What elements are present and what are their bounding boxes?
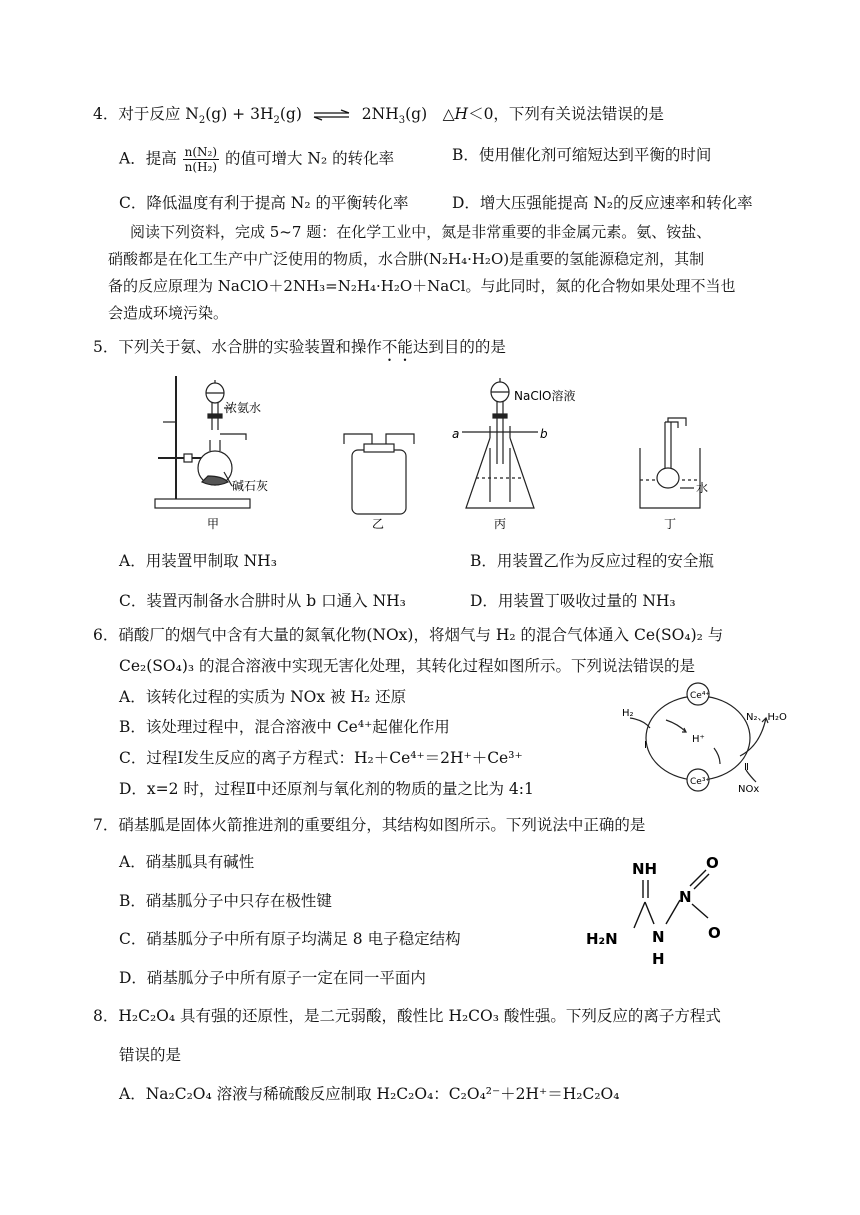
q5-stem xyxy=(93,337,506,365)
apparatus-figure xyxy=(150,368,750,538)
q5-option-b: B．用装置乙作为反应过程的安全瓶 xyxy=(470,552,714,570)
q7-stem: 7．硝基胍是固体火箭推进剂的重要组分，其结构如图所示。下列说法中正确的是 xyxy=(93,816,646,834)
apparatus-ding xyxy=(640,418,700,508)
q4-stem-part: (g) + 3H xyxy=(205,105,274,123)
caption-yi: 乙 xyxy=(372,517,385,531)
q5-option-d: D．用装置丁吸收过量的 NH₃ xyxy=(470,592,676,610)
atom-n-imino: N xyxy=(652,928,665,946)
q8-option-a: A．Na₂C₂O₄ 溶液与稀硫酸反应制取 H₂C₂O₄：C₂O₄²⁻＋2H⁺＝H₂C₂O₄ xyxy=(119,1085,620,1103)
fig-ce4: Ce⁴⁺ xyxy=(690,691,711,701)
fig-n2-h2o: N₂、H₂O xyxy=(746,712,787,723)
q4-stem-part: (g) △ xyxy=(405,105,455,123)
q7-option-d: D．硝基胍分子中所有原子一定在同一平面内 xyxy=(119,969,426,987)
atom-o1: O xyxy=(706,854,719,872)
atom-n-nitro: N xyxy=(679,888,692,906)
q4-stem-part: ＜0，下列有关说法错误的是 xyxy=(468,105,664,123)
nitroguanidine-structure xyxy=(582,852,742,972)
atom-h: H xyxy=(652,950,665,968)
q6-option-d: D．x=2 时，过程Ⅱ中还原剂与氧化剂的物质的量之比为 4:1 xyxy=(119,780,534,798)
q6-option-a: A．该转化过程的实质为 NOx 被 H₂ 还原 xyxy=(119,688,407,706)
equilibrium-arrow-icon xyxy=(311,109,353,121)
q8-stem-line-1: 8．H₂C₂O₄ 具有强的还原性，是二元弱酸，酸性比 H₂CO₃ 酸性强。下列反应的离子方程式 xyxy=(93,1007,721,1025)
q4-stem-part: 4．对于反应 N xyxy=(93,105,199,123)
q4-option-b: B．使用催化剂可缩短达到平衡的时间 xyxy=(452,146,712,164)
q4-stem-part: H xyxy=(454,105,469,123)
fraction-numerator: n(N₂) xyxy=(184,145,218,159)
label-soda-lime: 碱石灰 xyxy=(232,479,269,493)
label-port-b: b xyxy=(540,427,548,441)
q8-stem-line-2: 错误的是 xyxy=(119,1046,182,1064)
q7-option-c: C．硝基胍分子中所有原子均满足 8 电子稳定结构 xyxy=(119,930,461,948)
apparatus-yi xyxy=(344,434,414,514)
q5-stem-post: 达到目的的是 xyxy=(412,338,506,356)
q7-option-a: A．硝基胍具有碱性 xyxy=(119,853,255,871)
q6-option-c: C．过程Ⅰ发生反应的离子方程式：H₂＋Ce⁴⁺＝2H⁺＋Ce³⁺ xyxy=(119,749,523,767)
atom-nh: NH xyxy=(632,860,658,878)
fig-nox: NOx xyxy=(738,784,760,795)
fig-process-i: Ⅰ xyxy=(644,740,647,751)
label-ammonia: 浓氨水 xyxy=(225,401,262,415)
caption-bing: 丙 xyxy=(494,517,507,531)
q7-option-b: B．硝基胍分子中只存在极性键 xyxy=(119,892,332,910)
q5-option-c: C．装置丙制备水合肼时从 b 口通入 NH₃ xyxy=(119,592,406,610)
q4-option-d: D．增大压强能提高 N₂的反应速率和转化率 xyxy=(452,194,753,212)
q5-option-a: A．用装置甲制取 NH₃ xyxy=(119,552,277,570)
ce-cycle-figure xyxy=(620,680,820,800)
fig-h2: H₂ xyxy=(622,708,634,719)
atom-h2n: H₂N xyxy=(586,930,618,948)
passage-line-1: 阅读下列资料，完成 5~7 题：在化学工业中，氮是非常重要的非金属元素。氨、铵盐、 xyxy=(130,223,712,241)
q5-stem-pre: 5．下列关于氨、水合肼的实验装置和操作 xyxy=(93,338,382,356)
passage-line-2: 硝酸都是在化工生产中广泛使用的物质，水合肼(N₂H₄·H₂O)是重要的氢能源稳定剂，其制 xyxy=(108,250,705,268)
fig-hplus: H⁺ xyxy=(692,734,705,745)
q4-stem: 4．对于反应 $N_2(g) + 3H_2(g)$ $2NH_3(g)$ △H＜0，下列有关说法错误的是 xyxy=(93,105,664,127)
q4-option-c: C．降低温度有利于提高 N₂ 的平衡转化率 xyxy=(119,194,409,212)
q6-stem-line-2: Ce₂(SO₄)₃ 的混合溶液中实现无害化处理，其转化过程如图所示。下列说法错误的是 xyxy=(119,657,696,675)
q5-stem-emphasis: 不能 xyxy=(381,338,413,356)
passage-line-4: 会造成环境污染。 xyxy=(108,304,229,322)
q4-option-a-pre: A．提高 xyxy=(119,149,177,168)
fig-process-ii: Ⅱ xyxy=(744,762,749,773)
label-port-a: a xyxy=(452,427,460,441)
q4-stem-part: (g) xyxy=(279,105,302,123)
fraction-denominator: n(H₂) xyxy=(184,160,218,174)
fig-ce3: Ce³⁺ xyxy=(690,777,711,787)
passage-line-3: 备的反应原理为 NaClO＋2NH₃=N₂H₄·H₂O＋NaCl。与此同时，氮的化合物如果处理不当也 xyxy=(108,277,736,295)
q6-option-b: B．该处理过程中，混合溶液中 Ce⁴⁺起催化作用 xyxy=(119,718,450,736)
q6-stem-line-1: 6．硝酸厂的烟气中含有大量的氮氧化物(NOx)，将烟气与 H₂ 的混合气体通入 Ce(SO₄)₂ 与 xyxy=(93,626,724,644)
caption-jia: 甲 xyxy=(207,517,220,531)
fraction xyxy=(183,145,219,174)
caption-ding: 丁 xyxy=(664,517,677,531)
q4-option-a xyxy=(119,145,394,174)
q4-option-a-post: 的值可增大 N₂ 的转化率 xyxy=(224,149,395,168)
atom-o2: O xyxy=(708,924,721,942)
label-naclo: NaClO溶液 xyxy=(514,389,576,403)
q4-stem-part: 2NH xyxy=(361,105,399,123)
label-water: 水 xyxy=(696,481,709,495)
